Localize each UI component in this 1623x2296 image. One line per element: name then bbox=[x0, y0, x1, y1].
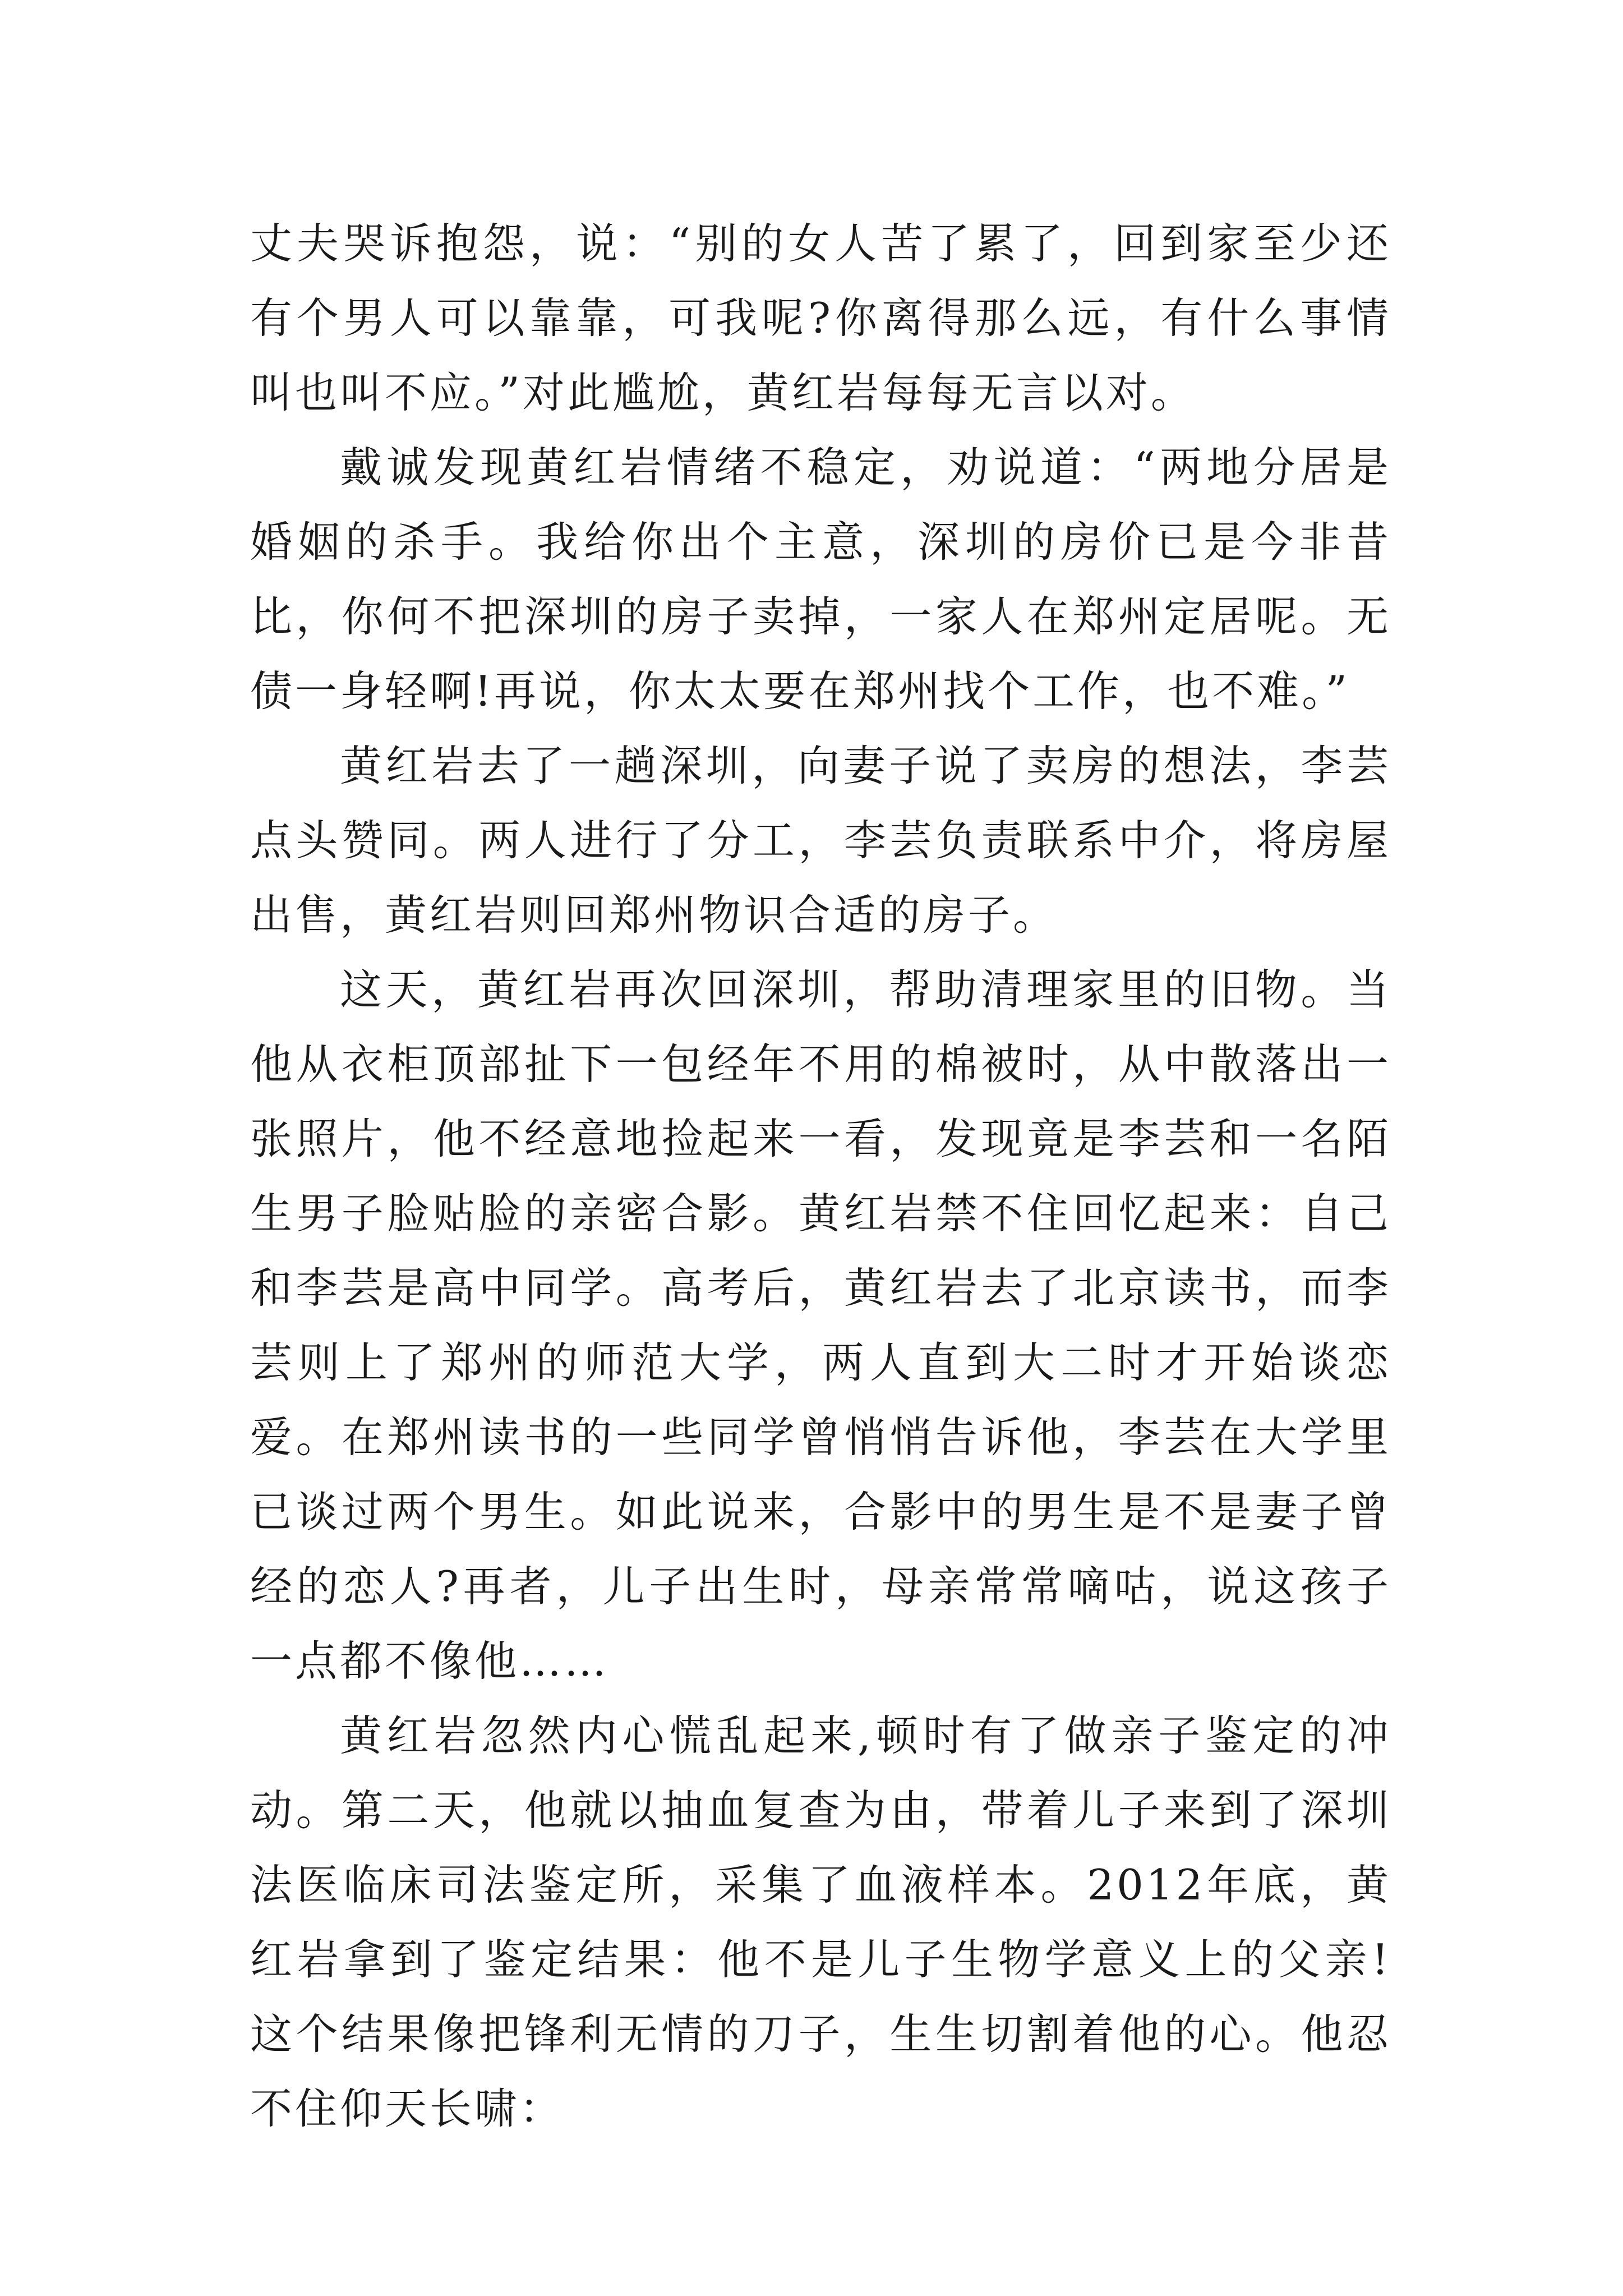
paragraph-4: 这天，黄红岩再次回深圳，帮助清理家里的旧物。当他从衣柜顶部扯下一包经年不用的棉被时，从中散落出一张照片，他不经意地捡起来一看，发现竟是李芸和一名陌生男子脸贴脸的亲密合影。黄红岩禁不住回忆起来：自己和李芸是高中同学。高考后，黄红岩去了北京读书，而李芸则上了郑州的师范大学，两人直到大二时才开始谈恋爱。在郑州读书的一些同学曾悄悄告诉他，李芸在大学里已谈过两个男生。如此说来，合影中的男生是不是妻子曾经的恋人?再者，儿子出生时，母亲常常嘀咕，说这孩子一点都不像他…… bbox=[250, 965, 1391, 1686]
article-body bbox=[250, 206, 1391, 2146]
paragraph-1: 丈夫哭诉抱怨，说：“别的女人苦了累了，回到家至少还有个男人可以靠靠，可我呢?你离得那么远，有什么事情叫也叫不应。”对此尴尬，黄红岩每每无言以对。 bbox=[250, 219, 1391, 417]
paragraph-5: 黄红岩忽然内心慌乱起来,顿时有了做亲子鉴定的冲动。第二天，他就以抽血复查为由，带着儿子来到了深圳法医临床司法鉴定所，采集了血液样本。2012年底，黄红岩拿到了鉴定结果：他不是儿子生物学意义上的父亲!这个结果像把锋利无情的刀子，生生切割着他的心。他忍不住仰天长啸： bbox=[250, 1711, 1391, 2133]
paragraph-2: 戴诚发现黄红岩情绪不稳定，劝说道：“两地分居是婚姻的杀手。我给你出个主意，深圳的房价已是今非昔比，你何不把深圳的房子卖掉，一家人在郑州定居呢。无债一身轻啊!再说，你太太要在郑州找个工作，也不难。” bbox=[250, 443, 1391, 716]
paragraph-3: 黄红岩去了一趟深圳，向妻子说了卖房的想法，李芸点头赞同。两人进行了分工，李芸负责联系中介，将房屋出售，黄红岩则回郑州物识合适的房子。 bbox=[250, 741, 1391, 940]
